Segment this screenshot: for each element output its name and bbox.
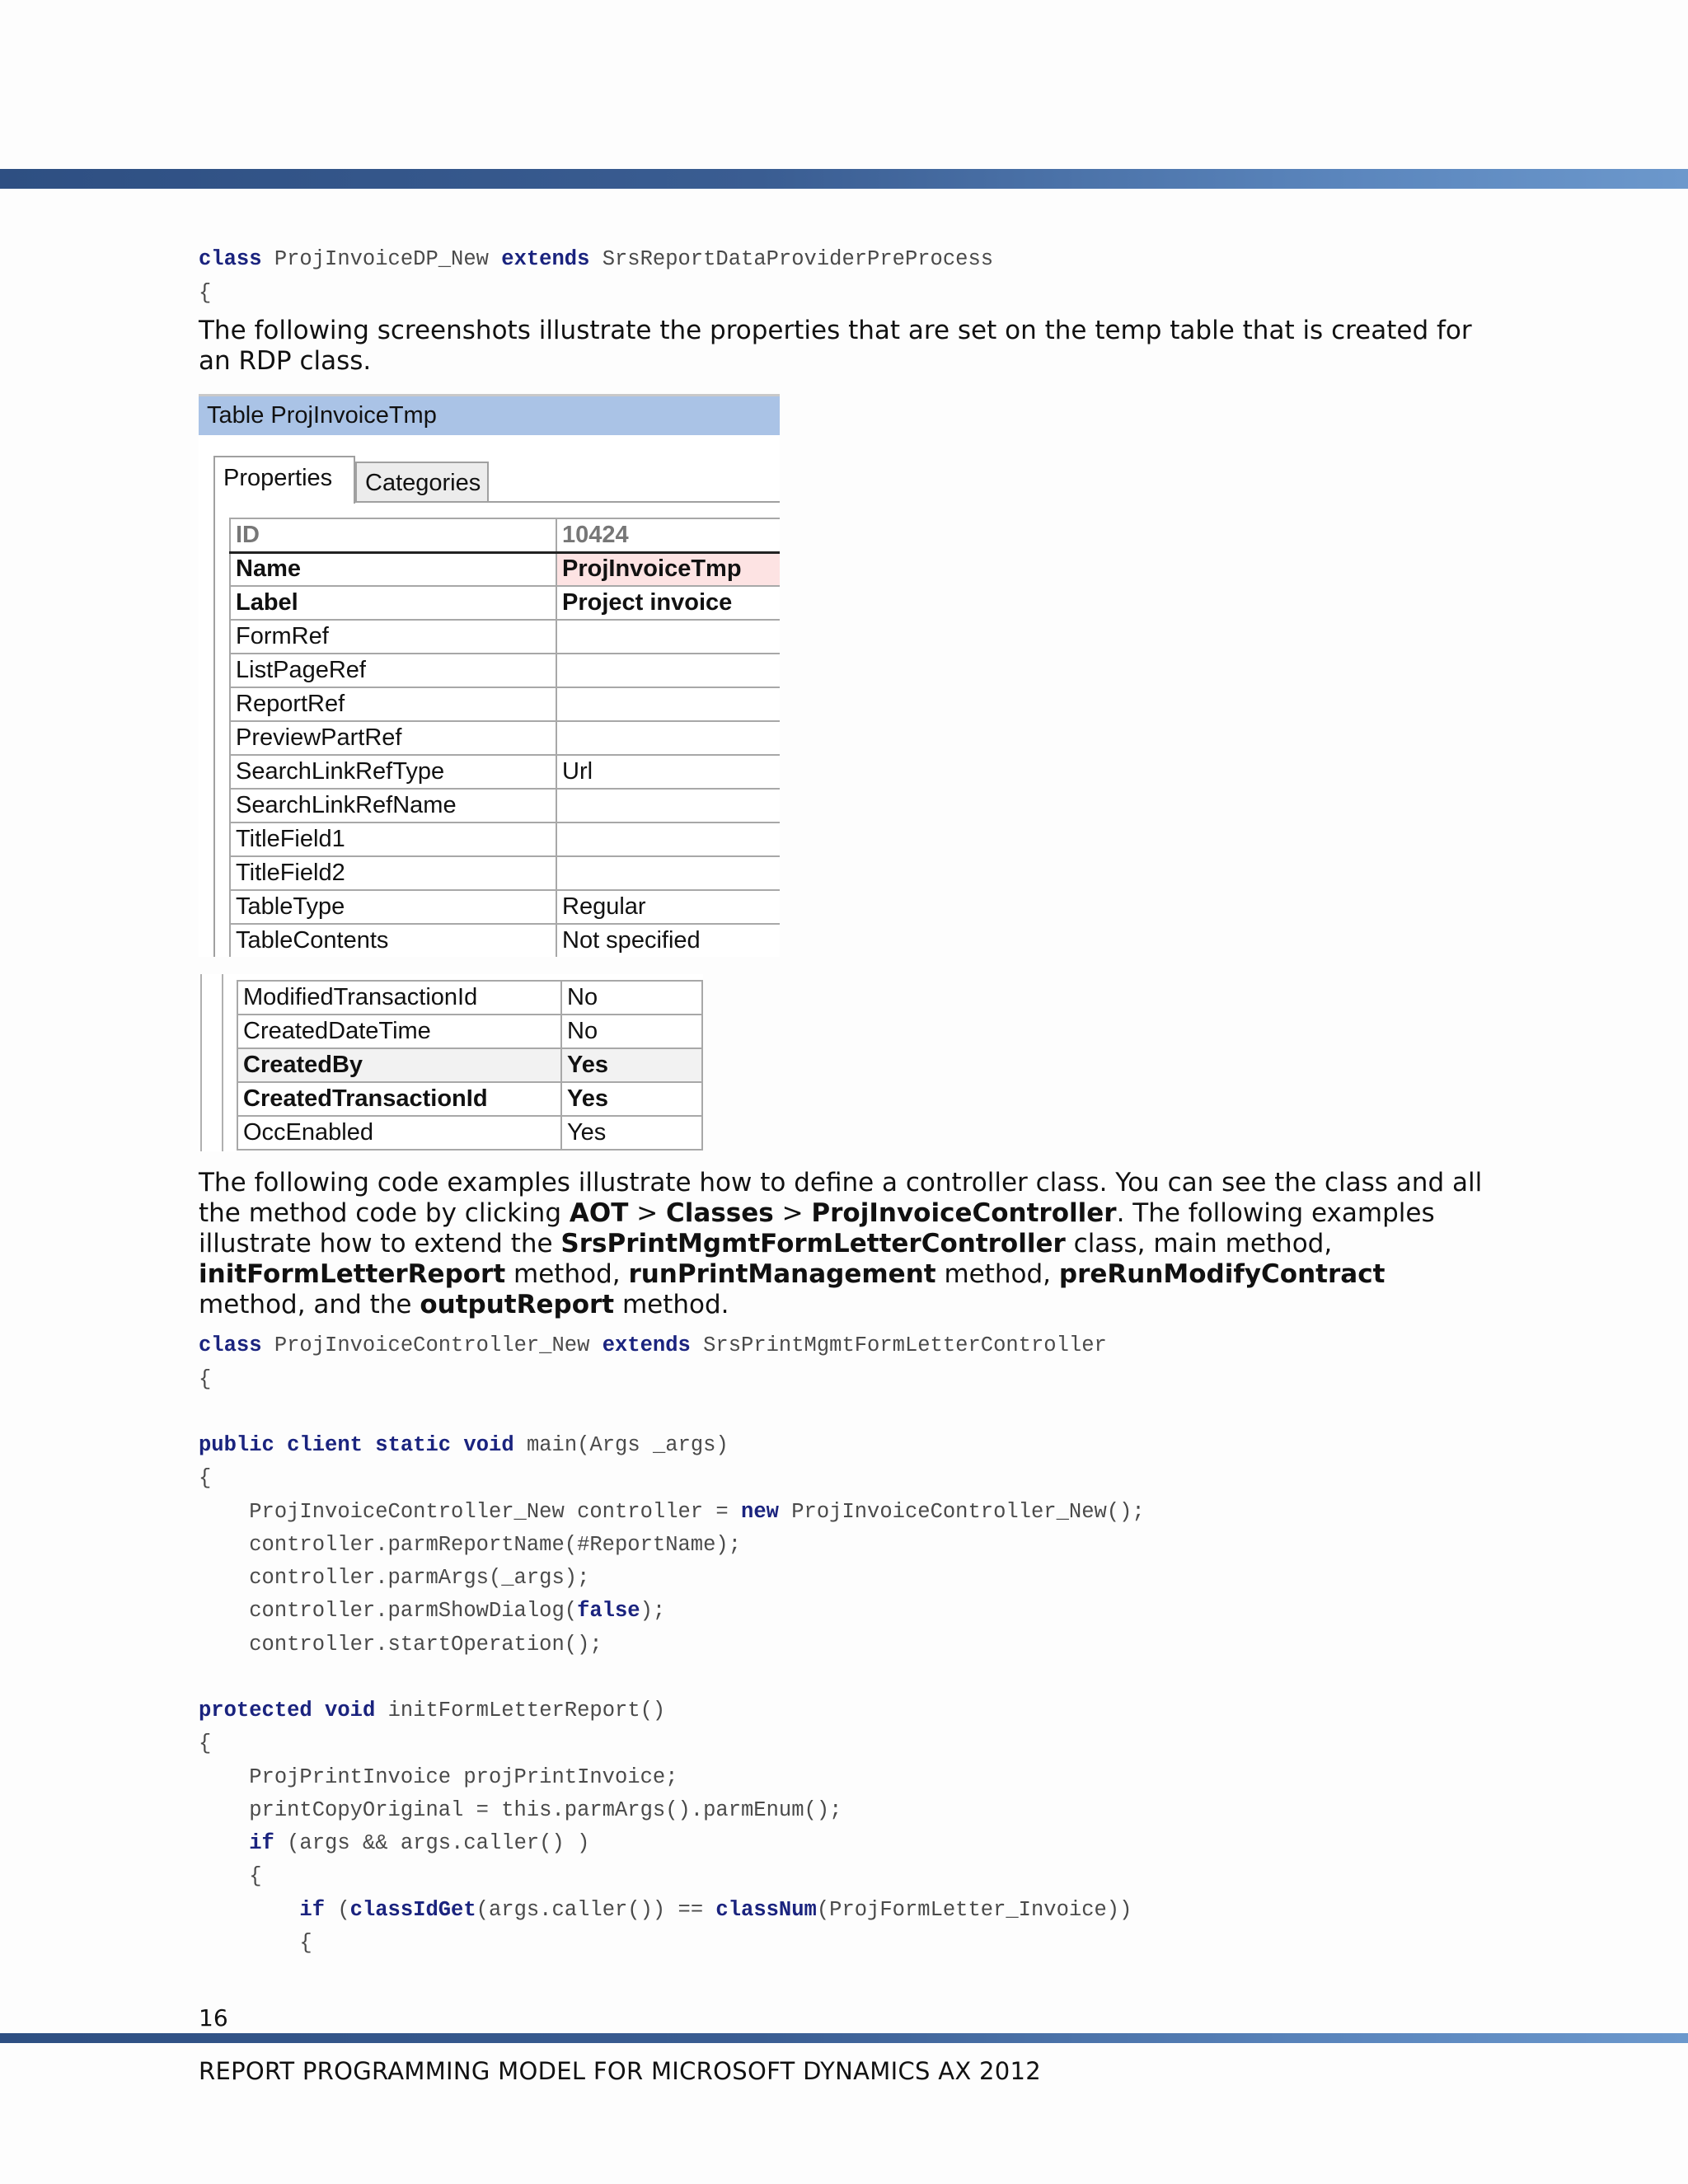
property-grid: [237, 980, 703, 1151]
code-text: initFormLetterReport(): [375, 1699, 666, 1722]
para-text: . The following examples illustrate how to extend the: [199, 1198, 1435, 1258]
code-line: [199, 1699, 665, 1722]
code-line: [199, 1599, 665, 1623]
property-row[interactable]: [237, 1015, 702, 1048]
code-line: [199, 1333, 1107, 1357]
para-text: method,: [505, 1259, 629, 1289]
para-text: class, main method,: [1065, 1229, 1333, 1258]
para-text: >: [773, 1198, 812, 1228]
property-name: CreatedDateTime: [237, 1015, 561, 1048]
code-keyword: new: [741, 1500, 779, 1524]
code-brace: {: [199, 281, 212, 305]
code-line: controller.startOperation();: [199, 1633, 603, 1657]
code-text: controller.parmShowDialog(: [199, 1599, 578, 1623]
property-name: PreviewPartRef: [230, 721, 556, 755]
code-keyword: classNum: [715, 1898, 817, 1922]
para-bold: Classes: [666, 1198, 774, 1228]
code-keyword: if: [249, 1831, 274, 1855]
para-text: >: [628, 1198, 667, 1228]
property-row[interactable]: [237, 981, 702, 1015]
property-row[interactable]: [237, 1082, 702, 1116]
code-text: (: [325, 1898, 350, 1922]
property-row[interactable]: [230, 620, 780, 654]
property-name: TableContents: [230, 924, 556, 957]
code-line: [199, 1898, 1132, 1922]
table-properties-screenshot-continued: [199, 974, 703, 1151]
code-class-declaration: [199, 247, 993, 271]
property-row[interactable]: [230, 823, 780, 856]
property-row[interactable]: [230, 654, 780, 687]
property-value: No: [561, 1015, 702, 1048]
code-text: (ProjFormLetter_Invoice)): [816, 1898, 1132, 1922]
property-row[interactable]: [230, 924, 780, 957]
property-value: Project invoice: [556, 586, 780, 620]
property-row[interactable]: [230, 586, 780, 620]
property-name: SearchLinkRefType: [230, 755, 556, 789]
code-line: {: [199, 1732, 212, 1755]
property-name: Name: [230, 552, 556, 586]
para-text: method,: [935, 1259, 1059, 1289]
property-name: Label: [230, 586, 556, 620]
property-value: [556, 620, 780, 654]
property-name: CreatedBy: [237, 1048, 561, 1082]
code-keyword: classIdGet: [349, 1898, 476, 1922]
property-name: ListPageRef: [230, 654, 556, 687]
code-keyword: protected: [199, 1699, 312, 1722]
code-text: ProjInvoiceController_New: [261, 1333, 603, 1357]
property-name: TitleField2: [230, 856, 556, 890]
tab-properties[interactable]: Properties: [213, 456, 355, 504]
code-line: {: [199, 1367, 212, 1391]
code-text: (args && args.caller() ): [274, 1831, 590, 1855]
code-text: main(Args _args): [513, 1433, 729, 1457]
code-line: controller.parmReportName(#ReportName);: [199, 1533, 742, 1557]
code-text: [199, 1898, 299, 1922]
property-value: Yes: [561, 1082, 702, 1116]
property-row[interactable]: [237, 1116, 702, 1150]
para-text: method, and the: [199, 1290, 420, 1319]
code-line: [199, 1500, 1145, 1524]
property-value: ProjInvoiceTmp: [556, 552, 780, 586]
property-row[interactable]: [230, 552, 780, 586]
code-keyword: extends: [501, 247, 590, 271]
property-value: [556, 789, 780, 823]
property-name: TitleField1: [230, 823, 556, 856]
property-value: [556, 721, 780, 755]
intro-paragraph: The following screenshots illustrate the properties that are set on the temp table that is created for an RDP class.: [199, 316, 1472, 376]
tab-divider: [354, 501, 780, 503]
code-text: ProjInvoiceDP_New: [261, 247, 502, 271]
property-value: Not specified: [556, 924, 780, 957]
footer-band: [0, 2033, 1688, 2043]
code-keyword: false: [577, 1599, 640, 1623]
property-row[interactable]: [230, 856, 780, 890]
code-keyword: static: [375, 1433, 452, 1457]
property-value: Url: [556, 755, 780, 789]
property-value: No: [561, 981, 702, 1015]
property-value: Regular: [556, 890, 780, 924]
code-text: ProjInvoiceController_New controller =: [199, 1500, 742, 1524]
code-keyword: void: [463, 1433, 514, 1457]
code-keyword: class: [199, 247, 262, 271]
property-name: TableType: [230, 890, 556, 924]
code-line: [199, 1433, 729, 1457]
property-grid: [229, 518, 780, 957]
property-row[interactable]: [237, 1048, 702, 1082]
code-line: [199, 1831, 589, 1855]
property-value: Yes: [561, 1048, 702, 1082]
table-properties-screenshot: [199, 394, 780, 957]
code-keyword: if: [299, 1898, 326, 1922]
header-band: [0, 169, 1688, 189]
property-row[interactable]: [230, 518, 780, 552]
property-value: Yes: [561, 1116, 702, 1150]
para-bold: outputReport: [420, 1290, 615, 1319]
code-line: controller.parmArgs(_args);: [199, 1566, 590, 1590]
para-bold: initFormLetterReport: [199, 1259, 506, 1289]
code-keyword: void: [325, 1699, 376, 1722]
code-keyword: client: [287, 1433, 363, 1457]
code-keyword: extends: [602, 1333, 691, 1357]
property-value: [556, 823, 780, 856]
code-line: {: [199, 1931, 312, 1955]
property-name: ModifiedTransactionId: [237, 981, 561, 1015]
controller-paragraph: [199, 1168, 1497, 1320]
property-name: OccEnabled: [237, 1116, 561, 1150]
property-name: CreatedTransactionId: [237, 1082, 561, 1116]
code-keyword: public: [199, 1433, 274, 1457]
footer-title: REPORT PROGRAMMING MODEL FOR MICROSOFT DYNAMICS AX 2012: [199, 2057, 1042, 2085]
property-row[interactable]: [230, 687, 780, 721]
para-bold: AOT: [569, 1198, 629, 1228]
page-number: 16: [199, 2004, 228, 2032]
property-row[interactable]: [230, 755, 780, 789]
code-line: {: [199, 1864, 262, 1888]
para-bold: preRunModifyContract: [1058, 1259, 1386, 1289]
property-value: [556, 654, 780, 687]
property-row[interactable]: [230, 789, 780, 823]
code-line: printCopyOriginal = this.parmArgs().parmEnum();: [199, 1798, 842, 1822]
property-name: SearchLinkRefName: [230, 789, 556, 823]
property-name: FormRef: [230, 620, 556, 654]
code-line: {: [199, 1466, 212, 1490]
property-row[interactable]: [230, 721, 780, 755]
code-text: SrsPrintMgmtFormLetterController: [690, 1333, 1107, 1357]
code-text: );: [640, 1599, 666, 1623]
para-bold: SrsPrintMgmtFormLetterController: [560, 1229, 1066, 1258]
code-text: [199, 1831, 249, 1855]
para-text: The following code examples illustrate how to define a controller class. You can see the class and all the method code by clicking: [199, 1168, 1483, 1228]
para-bold: runPrintManagement: [628, 1259, 936, 1289]
code-text: (args.caller()) ==: [476, 1898, 716, 1922]
frame-line: [222, 974, 223, 1151]
code-keyword: class: [199, 1333, 262, 1357]
tab-categories[interactable]: Categories: [355, 462, 489, 503]
property-value: [556, 856, 780, 890]
property-row[interactable]: [230, 890, 780, 924]
code-text: SrsReportDataProviderPreProcess: [589, 247, 994, 271]
para-text: method.: [614, 1290, 729, 1319]
para-bold: ProjInvoiceController: [811, 1198, 1117, 1228]
code-line: ProjPrintInvoice projPrintInvoice;: [199, 1765, 678, 1789]
property-value: 10424: [556, 518, 780, 552]
property-name: ID: [230, 518, 556, 552]
window-title: Table ProjInvoiceTmp: [199, 394, 780, 435]
code-text: ProjInvoiceController_New();: [778, 1500, 1145, 1524]
property-name: ReportRef: [230, 687, 556, 721]
frame-line: [200, 974, 202, 1151]
property-value: [556, 687, 780, 721]
